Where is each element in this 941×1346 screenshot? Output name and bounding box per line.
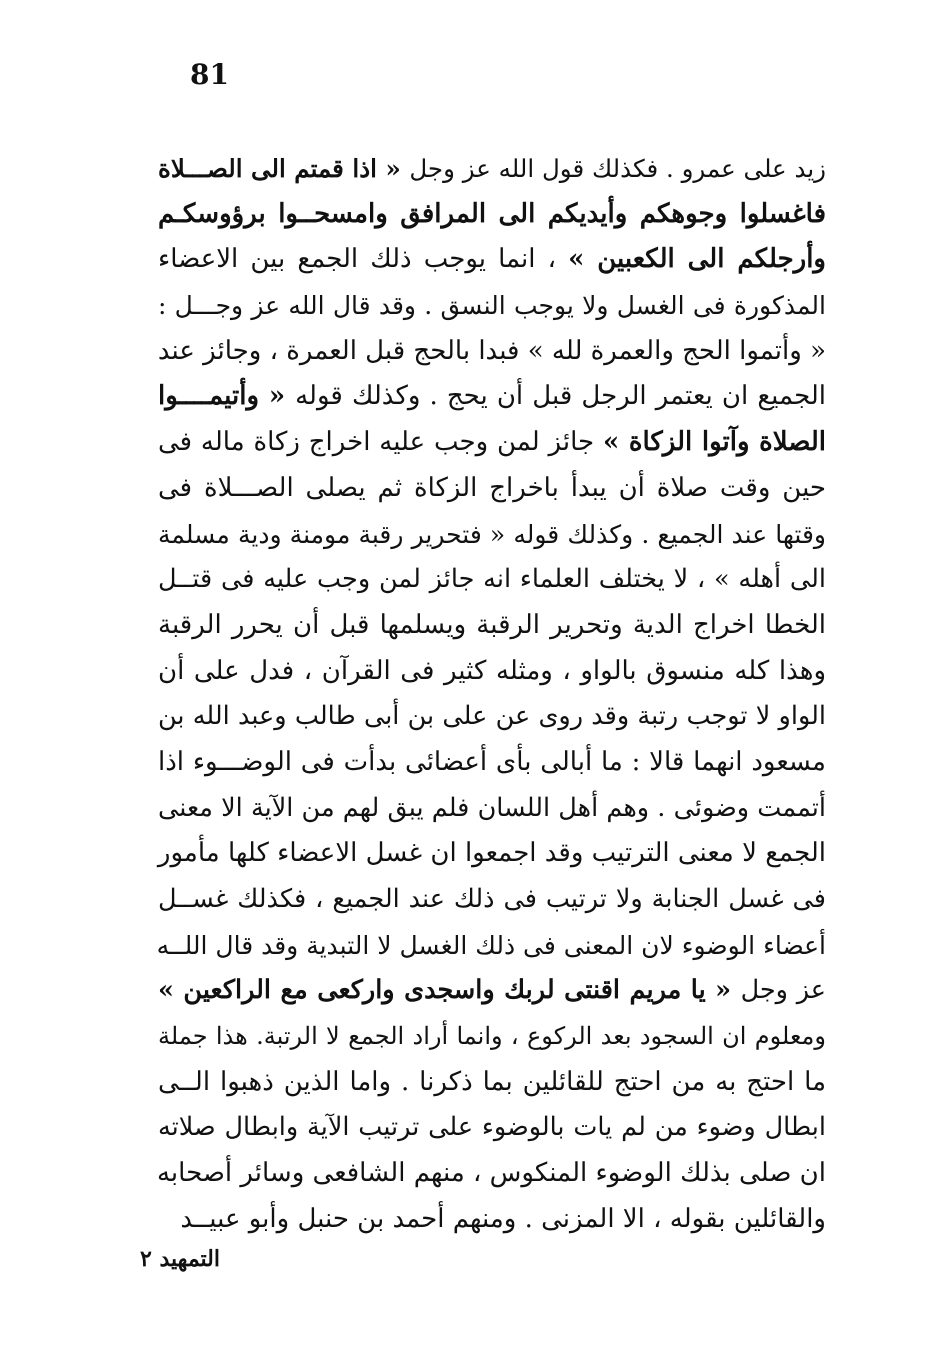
text-line: الصلاة وآتوا الزكاة » جائز لمن وجب عليه اخراج زكاة ماله فى	[158, 427, 826, 458]
text-line: وقتها عند الجميع . وكذلك قوله « فتحرير رقبة مومنة ودية مسلمة	[158, 519, 826, 549]
text-line: وأرجلكم الى الكعبين » ، انما يوجب ذلك الجمع بين الاعضاء	[158, 244, 826, 275]
text-line: الى أهله » ، لا يختلف العلماء انه جائز لمن وجب عليه فى قتــل	[158, 564, 826, 595]
text-line: ومعلوم ان السجود بعد الركوع ، وانما أراد الجمع لا الرتبة. هذا جملة	[158, 1022, 826, 1051]
text-line: عز وجل « يا مريم اقنتى لربك واسجدى واركعى مع الراكعين »	[158, 975, 826, 1006]
signature-mark: التمهيد ٢	[140, 1246, 220, 1272]
text-line: وهذا كله منسوق بالواو ، ومثله كثير فى القرآن ، فدل على أن	[158, 655, 826, 686]
text-line: « وأتموا الحج والعمرة لله » فبدا بالحج قبل العمرة ، وجائز عند	[157, 335, 826, 366]
text-line: مسعود انهما قالا : ما أبالى بأى أعضائى بدأت فى الوضـــوء اذا	[158, 746, 826, 777]
text-line: أتممت وضوئى . وهم أهل اللسان فلم يبق لهم من الآية الا معنى	[158, 792, 826, 823]
text-line: ما احتج به من احتج للقائلين بما ذكرنا . واما الذين ذهبوا الــى	[158, 1066, 826, 1097]
page-number: 81	[190, 58, 229, 91]
text-line: الواو لا توجب رتبة وقد روى عن على بن أبى طالب وعبد الله بن	[158, 701, 826, 732]
text-line: زيد على عمرو . فكذلك قول الله عز وجل « اذا قمتم الى الصـــلاة	[158, 154, 827, 183]
text-line: الجمع لا معنى الترتيب وقد اجمعوا ان غسل الاعضاء كلها مأمور	[157, 838, 826, 869]
text-line: ان صلى بذلك الوضوء المنكوس ، منهم الشافعى وسائر أصحابه	[156, 1158, 826, 1189]
text-line: حين وقت صلاة أن يبدأ باخراج الزكاة ثم يصلى الصـــلاة فى	[158, 472, 826, 503]
text-line: ابطال وضوء من لم يات بالوضوء على ترتيب الآية وابطال صلاته	[158, 1112, 826, 1143]
text-line: فى غسل الجنابة ولا ترتيب فى ذلك عند الجميع ، فكذلك غســل	[158, 884, 826, 914]
text-line: فاغسلوا وجوهكم وأيديكم الى المرافق وامسحــوا برؤوسكـم	[158, 198, 826, 229]
text-line: الجميع ان يعتمر الرجل قبل أن يحج . وكذلك قوله « وأتيمــــوا	[158, 381, 826, 412]
body-text	[158, 146, 826, 1243]
text-line: أعضاء الوضوء لان المعنى فى ذلك الغسل لا التبدية وقد قال اللــه	[156, 930, 826, 960]
text-line: والقائلين بقوله ، الا المزنى . ومنهم أحمد بن حنبل وأبو عبيــد	[180, 1203, 826, 1234]
text-line: المذكورة فى الغسل ولا يوجب النسق . وقد قال الله عز وجـــل :	[158, 291, 826, 321]
text-line: الخطا اخراج الدية وتحرير الرقبة ويسلمها قبل أن يحرر الرقبة	[158, 609, 826, 640]
